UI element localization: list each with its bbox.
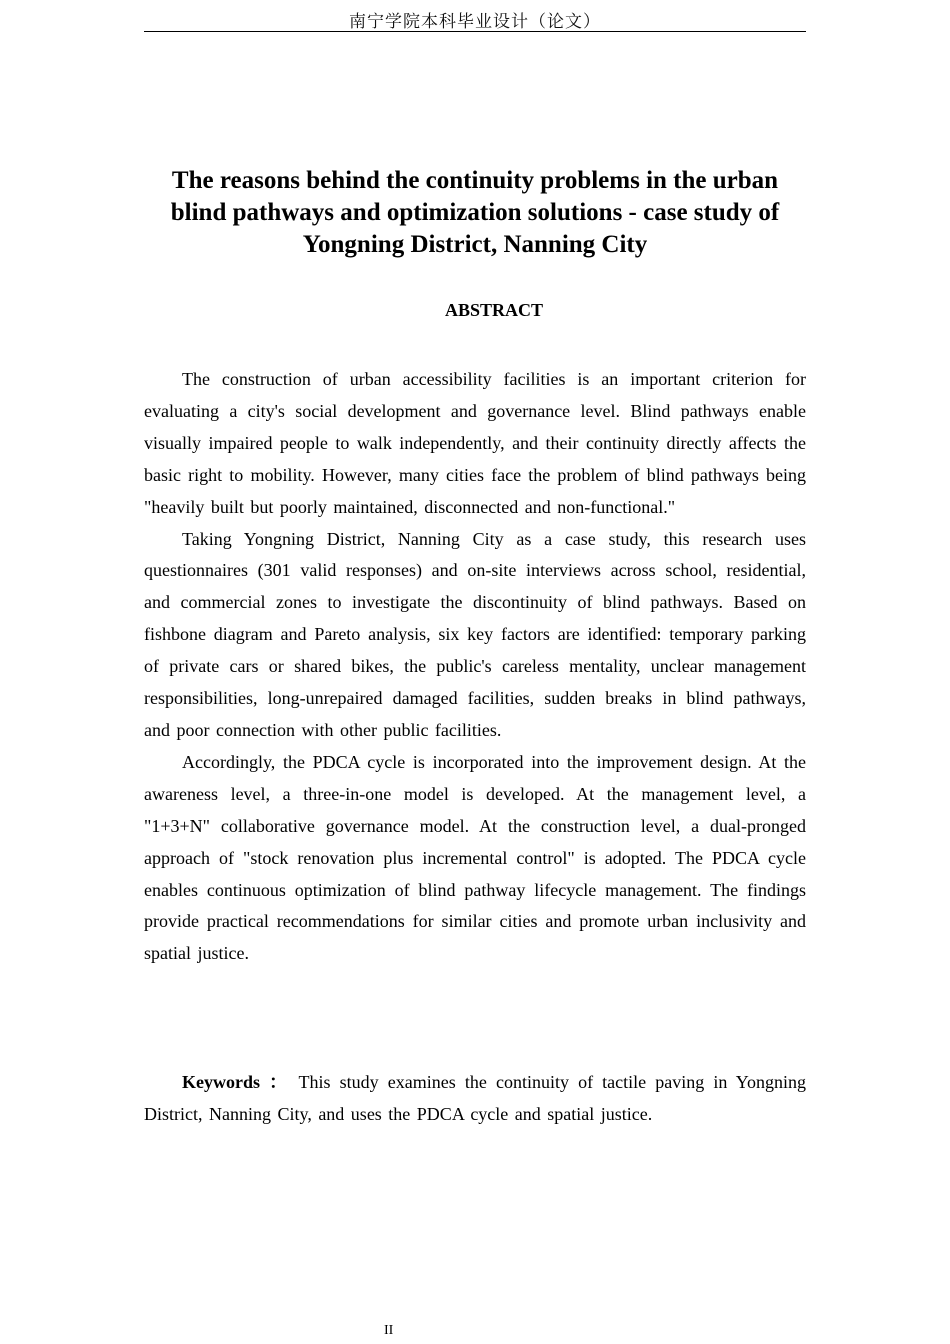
keywords-text: This study examines the continuity of tactile paving in Yongning District, Nanning City, and uses the PDCA cycle and spatial justice. — [144, 1072, 807, 1124]
paper-title: The reasons behind the continuity problems in the urban blind pathways and optimization solutions - case study of Yongning District, Nanning City — [170, 167, 780, 258]
page-number: II — [384, 1323, 394, 1338]
keywords-paragraph — [144, 1067, 806, 1131]
abstract-paragraph-2: Taking Yongning District, Nanning City as a case study, this research uses questionnaires (301 valid responses) and on-site interviews across school, residential, and commercial zones to investigate the discontinuity of blind pathways. Based on fishbone diagram and Pareto analysis, six key factors are identified: temporary parking of private cars or shared bikes, the public's careless mentality, unclear management responsibilities, long-unrepaired damaged facilities, sudden breaks in blind pathways, and poor connection with other public facilities. — [144, 528, 806, 740]
abstract-paragraph-1: The construction of urban accessibility facilities is an important criterion for evaluating a city's social development and governance level. Blind pathways enable visually impaired people to walk independently, and their continuity directly affects the basic right to mobility. However, many cities face the problem of blind pathways being "heavily built but poorly maintained, disconnected and non-functional." — [144, 369, 806, 517]
abstract-heading: ABSTRACT — [444, 300, 544, 320]
header-rule — [144, 31, 806, 32]
running-header: 南宁学院本科毕业设计（论文） — [349, 12, 601, 32]
abstract-paragraph-3: Accordingly, the PDCA cycle is incorporated into the improvement design. At the awareness level, a three-in-one model is developed. At the management level, a "1+3+N" collaborative governance model. At the construction level, a dual-pronged approach of "stock renovation plus incremental control" is adopted. The PDCA cycle enables continuous optimization of blind pathway lifecycle management. The findings provide practical recommendations for similar cities and promote urban inclusivity and spatial justice. — [144, 751, 806, 964]
keywords-label: Keywords ： — [182, 1072, 290, 1092]
abstract-body — [144, 364, 806, 970]
